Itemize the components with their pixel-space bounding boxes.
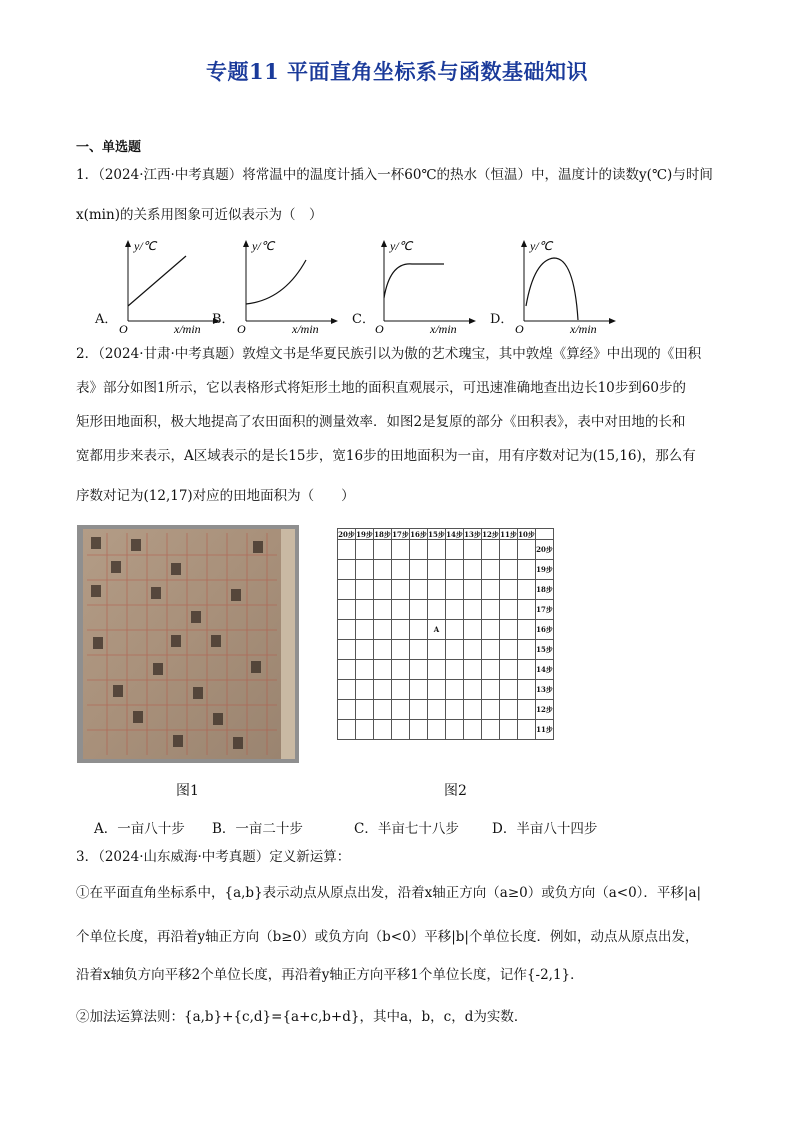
table-cell (374, 620, 392, 640)
q1-graph-c-ylabel: y/℃ (390, 239, 413, 253)
q1-option-c-label[interactable]: C． (352, 312, 375, 327)
q1-option-b-label[interactable]: B． (212, 312, 235, 327)
table-cell (518, 600, 536, 620)
table-cell (482, 580, 500, 600)
field-area-table (337, 528, 554, 740)
table-cell (428, 660, 446, 680)
table-cell (392, 680, 410, 700)
q2-line-4: 宽都用步来表示，A区域表示的是长15步，宽16步的田地面积为一亩，用有序数对记为(15,16)，那么有 (76, 448, 696, 464)
table-cell (446, 540, 464, 560)
table-cell (518, 660, 536, 680)
q2-option-b[interactable]: B．一亩二十步 (212, 821, 303, 837)
table-cell (446, 720, 464, 740)
q3-line-1: 3．（2024·山东威海·中考真题）定义新运算： (76, 849, 351, 865)
table-cell (500, 620, 518, 640)
table-cell (482, 600, 500, 620)
q2-line-5: 序数对记为(12,17)对应的田地面积为（ ） (76, 488, 355, 504)
table-cell (464, 660, 482, 680)
table-cell (518, 680, 536, 700)
table-cell (446, 660, 464, 680)
table-header-cell: 20步 (338, 529, 355, 539)
table-cell (518, 560, 536, 580)
table-cell (356, 640, 374, 660)
table-row-header: 17步 (536, 600, 554, 620)
table-cell (338, 600, 356, 620)
figure-1-caption: 图1 (176, 783, 199, 799)
table-header-cell: 18步 (374, 529, 391, 539)
table-cell (464, 580, 482, 600)
table-cell (374, 680, 392, 700)
table-cell: A (428, 620, 446, 640)
figure-2-caption: 图2 (444, 783, 467, 799)
table-row (338, 660, 554, 680)
table-corner-cell (536, 529, 554, 540)
table-cell (392, 720, 410, 740)
table-cell (464, 600, 482, 620)
table-cell (356, 660, 374, 680)
table-cell (338, 700, 356, 720)
table-row-header: 16步 (536, 620, 554, 640)
table-cell (356, 680, 374, 700)
table-cell (374, 640, 392, 660)
table-row-header: 13步 (536, 680, 554, 700)
table-cell (374, 700, 392, 720)
table-cell (410, 700, 428, 720)
table-header-cell: 19步 (356, 529, 373, 539)
q2-line-3: 矩形田地面积，极大地提高了农田面积的测量效率．如图2是复原的部分《田积表》，表中对田地的长和 (76, 414, 686, 430)
table-row (338, 640, 554, 660)
table-cell (464, 540, 482, 560)
table-cell (464, 640, 482, 660)
table-cell (338, 620, 356, 640)
table-cell (392, 540, 410, 560)
table-cell (518, 580, 536, 600)
table-row (338, 540, 554, 560)
q2-line-2: 表》部分如图1所示，它以表格形式将矩形土地的面积直观展示，可迅速准确地查出边长10步到60步的 (76, 380, 686, 396)
table-cell (428, 600, 446, 620)
table-cell (356, 700, 374, 720)
table-cell (446, 600, 464, 620)
table-cell (356, 620, 374, 640)
table-cell (356, 600, 374, 620)
table-cell (482, 720, 500, 740)
table-cell (482, 640, 500, 660)
table-header-cell: 16步 (410, 529, 427, 539)
table-cell (518, 620, 536, 640)
table-header-cell: 14步 (446, 529, 463, 539)
table-row-header: 11步 (536, 720, 554, 740)
table-header-cell: 10步 (518, 529, 535, 539)
table-row (338, 600, 554, 620)
q1-graph-c-origin: O (375, 322, 384, 336)
table-cell (428, 640, 446, 660)
table-cell (356, 540, 374, 560)
table-cell (482, 540, 500, 560)
table-cell (500, 540, 518, 560)
table-cell (482, 620, 500, 640)
table-cell (338, 560, 356, 580)
table-row-header: 19步 (536, 560, 554, 580)
table-cell (500, 660, 518, 680)
table-cell (500, 720, 518, 740)
q1-graph-a-xlabel: x/min (174, 322, 201, 336)
q2-option-a[interactable]: A．一亩八十步 (94, 821, 185, 837)
table-cell (500, 700, 518, 720)
table-cell (338, 720, 356, 740)
q1-graph-b-xlabel: x/min (292, 322, 319, 336)
q1-option-a-label[interactable]: A． (95, 312, 118, 327)
table-row (338, 720, 554, 740)
table-cell (410, 540, 428, 560)
table-cell (428, 560, 446, 580)
table-cell (374, 720, 392, 740)
table-row (338, 700, 554, 720)
q1-graph-a-ylabel: y/℃ (134, 239, 157, 253)
table-cell (446, 580, 464, 600)
table-cell (410, 720, 428, 740)
table-header-cell: 15步 (428, 529, 445, 539)
table-cell (500, 560, 518, 580)
table-cell (410, 640, 428, 660)
q1-graph-c-xlabel: x/min (430, 322, 457, 336)
table-cell (356, 560, 374, 580)
table-cell (500, 580, 518, 600)
table-cell (356, 580, 374, 600)
table-row (338, 620, 554, 640)
table-cell (500, 640, 518, 660)
q3-line-2: ①在平面直角坐标系中，{a,b}表示动点从原点出发，沿着x轴正方向（a≥0）或负方向（a<0）．平移|a| (76, 885, 702, 901)
table-cell (410, 560, 428, 580)
table-cell (518, 720, 536, 740)
q3-line-4: 沿着x轴负方向平移2个单位长度，再沿着y轴正方向平移1个单位长度，记作{-2,1}． (76, 967, 584, 983)
table-row-header: 20步 (536, 540, 554, 560)
q1-option-d-label[interactable]: D． (490, 312, 514, 327)
table-cell (392, 640, 410, 660)
q3-line-3: 个单位长度，再沿着y轴正方向（b≥0）或负方向（b<0）平移|b|个单位长度．例如，动点从原点出发， (76, 929, 699, 945)
table-cell (356, 720, 374, 740)
table-row (338, 560, 554, 580)
table-cell (410, 580, 428, 600)
q1-graph-d[interactable] (512, 236, 652, 336)
q1-graph-d-ylabel: y/℃ (530, 239, 553, 253)
table-cell (518, 640, 536, 660)
table-cell (464, 560, 482, 580)
table-cell (338, 580, 356, 600)
table-row (338, 680, 554, 700)
table-cell (410, 620, 428, 640)
table-cell (518, 540, 536, 560)
q3-line-5: ②加法运算法则：{a,b}+{c,d}={a+c,b+d}，其中a，b，c，d为实数． (76, 1009, 528, 1025)
table-cell (482, 660, 500, 680)
q1-graph-a-origin: O (119, 322, 128, 336)
table-cell (464, 700, 482, 720)
table-header-cell: 17步 (392, 529, 409, 539)
table-row-header: 18步 (536, 580, 554, 600)
table-cell (428, 540, 446, 560)
table-cell (482, 700, 500, 720)
table-header-cell: 13步 (464, 529, 481, 539)
table-cell (446, 560, 464, 580)
page-title: 专题11 平面直角坐标系与函数基础知识 (205, 59, 589, 84)
table-cell (500, 600, 518, 620)
table-cell (410, 660, 428, 680)
table-cell (392, 600, 410, 620)
table-cell (464, 620, 482, 640)
table-cell (428, 680, 446, 700)
q1-line-1: 1．（2024·江西·中考真题）将常温中的温度计插入一杯60℃的热水（恒温）中，温度计的读数y(℃)与时间 (76, 167, 713, 183)
table-cell (374, 560, 392, 580)
table-cell (464, 720, 482, 740)
figure-2-field-table (337, 528, 554, 740)
figure-1-manuscript-image (77, 525, 299, 763)
table-cell (338, 540, 356, 560)
table-cell (338, 660, 356, 680)
q2-line-1: 2．（2024·甘肃·中考真题）敦煌文书是华夏民族引以为傲的艺术瑰宝，其中敦煌《算经》中出现的《田积 (76, 346, 702, 362)
table-cell (518, 700, 536, 720)
table-cell (500, 680, 518, 700)
table-cell (410, 680, 428, 700)
table-cell (374, 660, 392, 680)
q2-option-d[interactable]: D．半亩八十四步 (492, 821, 598, 837)
q1-graph-b-origin: O (237, 322, 246, 336)
table-cell (392, 700, 410, 720)
table-cell (446, 700, 464, 720)
table-cell (482, 680, 500, 700)
table-header-cell: 11步 (500, 529, 517, 539)
table-cell (428, 580, 446, 600)
q2-option-c[interactable]: C．半亩七十八步 (354, 821, 459, 837)
table-row (338, 580, 554, 600)
table-cell (392, 660, 410, 680)
table-cell (410, 600, 428, 620)
q1-graph-d-origin: O (515, 322, 524, 336)
table-cell (392, 620, 410, 640)
table-cell (464, 680, 482, 700)
table-cell (374, 540, 392, 560)
q1-line-2: x(min)的关系用图象可近似表示为（ ） (76, 207, 323, 223)
table-cell (428, 720, 446, 740)
table-cell (446, 680, 464, 700)
table-row-header: 12步 (536, 700, 554, 720)
table-cell (374, 600, 392, 620)
table-cell (446, 620, 464, 640)
table-cell (446, 640, 464, 660)
q1-graph-d-xlabel: x/min (570, 322, 597, 336)
table-row-header: 15步 (536, 640, 554, 660)
section-heading: 一、单选题 (76, 140, 142, 155)
table-cell (428, 700, 446, 720)
table-cell (374, 580, 392, 600)
table-cell (392, 580, 410, 600)
table-cell (338, 680, 356, 700)
table-cell (338, 640, 356, 660)
table-cell (482, 560, 500, 580)
table-cell (392, 560, 410, 580)
q1-graph-b-ylabel: y/℃ (252, 239, 275, 253)
table-row-header: 14步 (536, 660, 554, 680)
table-header-cell: 12步 (482, 529, 499, 539)
